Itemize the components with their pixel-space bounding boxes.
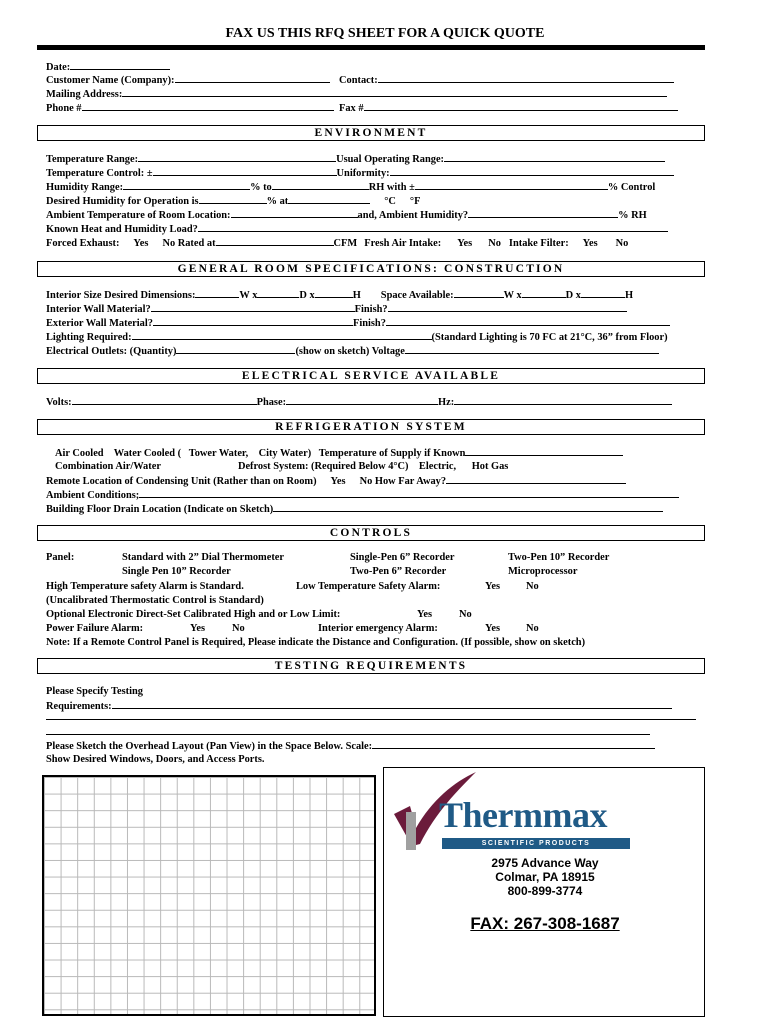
humidity-range-row xyxy=(46,180,655,194)
no-rated-at-label[interactable]: No Rated at xyxy=(162,238,216,249)
combination-option[interactable]: Combination Air/Water xyxy=(55,461,161,472)
lighting-note: (Standard Lighting is 70 FC at 21°C, 36” from Floor) xyxy=(431,332,668,343)
pct-at-label: % at xyxy=(266,196,289,207)
contact-field[interactable] xyxy=(378,73,674,83)
sketch-prompt-label: Please Sketch the Overhead Layout (Pan View) in the Space Below. Scale: xyxy=(46,741,373,752)
voltage-label: (show on sketch) Voltage xyxy=(295,346,405,357)
lighting-field[interactable] xyxy=(132,330,432,340)
section-controls: CONTROLS xyxy=(37,525,705,541)
interior-finish-label: Finish? xyxy=(354,304,388,315)
ambient-humidity-label: and, Ambient Humidity? xyxy=(357,210,469,221)
optional-limit-no[interactable]: No xyxy=(459,609,472,620)
customer-field[interactable] xyxy=(175,73,330,83)
electrical-row xyxy=(46,395,672,409)
ambient-temp-label: Ambient Temperature of Room Location: xyxy=(46,210,231,221)
supply-temp-field[interactable] xyxy=(465,446,623,456)
forced-exhaust-label: Forced Exhaust: xyxy=(46,238,120,249)
deg-c-label: °C xyxy=(384,196,396,207)
desired-humidity-row xyxy=(46,194,420,208)
pct-rh-label: % RH xyxy=(618,210,647,221)
ambient-row xyxy=(46,208,647,222)
space-w-x-label: W x xyxy=(503,290,522,301)
interior-h-field[interactable] xyxy=(315,288,353,298)
sketch-prompt-row xyxy=(46,739,655,753)
single-pen-10-option[interactable]: Single Pen 10” Recorder xyxy=(122,566,231,577)
cooling-type-options[interactable]: Air Cooled Water Cooled ( Tower Water, City Water) Temperature of Supply if Known xyxy=(55,448,466,459)
lighting-label: Lighting Required: xyxy=(46,332,132,343)
mailing-row xyxy=(46,87,667,101)
floor-drain-label: Building Floor Drain Location (Indicate on Sketch) xyxy=(46,504,274,515)
scale-field[interactable] xyxy=(372,739,655,749)
section-construction: GENERAL ROOM SPECIFICATIONS: CONSTRUCTION xyxy=(37,261,705,277)
section-testing: TESTING REQUIREMENTS xyxy=(37,658,705,674)
address-line-2: Colmar, PA 18915 xyxy=(495,870,595,884)
two-pen-10-option[interactable]: Two-Pen 10” Recorder xyxy=(508,552,610,563)
customer-row xyxy=(46,73,330,87)
outlets-row xyxy=(46,344,659,358)
requirements-row xyxy=(46,699,672,713)
company-address xyxy=(384,856,706,898)
contact-row xyxy=(339,73,674,87)
phase-label: Phase: xyxy=(256,397,287,408)
floor-drain-field[interactable] xyxy=(273,502,663,512)
pct-control-label: % Control xyxy=(607,182,656,193)
date-label: Date: xyxy=(46,62,71,73)
exterior-wall-row xyxy=(46,316,670,330)
ambient-conditions-field[interactable] xyxy=(139,488,679,498)
remote-no-far-label[interactable]: No How Far Away? xyxy=(359,476,447,487)
interior-d-field[interactable] xyxy=(257,288,299,298)
interior-emergency-yes[interactable]: Yes xyxy=(485,623,501,634)
optional-limit-yes[interactable]: Yes xyxy=(417,609,433,620)
desired-temp-field[interactable] xyxy=(288,194,370,204)
date-field[interactable] xyxy=(70,60,170,70)
cfm-field[interactable] xyxy=(216,236,334,246)
interior-wall-field[interactable] xyxy=(151,302,355,312)
volts-field[interactable] xyxy=(72,395,257,405)
std-dial-option[interactable]: Standard with 2” Dial Thermometer xyxy=(122,552,285,563)
humidity-range-label: Humidity Range: xyxy=(46,182,124,193)
uncalibrated-note: (Uncalibrated Thermostatic Control is Standard) xyxy=(46,595,264,606)
uniformity-field[interactable] xyxy=(390,166,674,176)
high-temp-label: High Temperature safety Alarm is Standard. xyxy=(46,581,244,592)
fax-row xyxy=(339,101,678,115)
interior-w-field[interactable] xyxy=(195,288,239,298)
uniformity-label: Uniformity: xyxy=(336,168,390,179)
desired-humidity-label: Desired Humidity for Operation is xyxy=(46,196,199,207)
desired-humidity-field[interactable] xyxy=(199,194,267,204)
hz-label: Hz: xyxy=(438,397,455,408)
floor-drain-row xyxy=(46,502,663,516)
interior-emergency-label: Interior emergency Alarm: xyxy=(318,623,438,634)
fax-label: Fax # xyxy=(339,103,364,114)
section-environment: ENVIRONMENT xyxy=(37,125,705,141)
intake-filter-label: Intake Filter: xyxy=(508,238,569,249)
phone-field[interactable] xyxy=(82,101,334,111)
fresh-air-no[interactable]: No xyxy=(488,238,501,249)
company-tagline-bar xyxy=(442,838,630,849)
low-temp-yes[interactable]: Yes xyxy=(485,581,501,592)
logo-gray-block xyxy=(406,812,416,850)
interior-size-row xyxy=(46,288,633,302)
space-d-x-label: D x xyxy=(565,290,581,301)
voltage-field[interactable] xyxy=(405,344,659,354)
cooling-type-row xyxy=(55,446,623,460)
sketch-grid[interactable] xyxy=(42,775,376,1016)
pct-to-label: % to xyxy=(250,182,272,193)
remote-panel-note: Note: If a Remote Control Panel is Required, Please indicate the Distance and Configuration. (If possible, show on sketch) xyxy=(46,637,586,648)
space-d-field[interactable] xyxy=(522,288,566,298)
address-line-1: 2975 Advance Way xyxy=(491,856,599,870)
temp-range-row xyxy=(46,152,665,166)
company-fax: FAX: 267-308-1687 xyxy=(470,914,620,933)
remote-location-row xyxy=(46,474,626,488)
please-specify-label: Please Specify Testing xyxy=(46,686,143,697)
remote-location-label: Remote Location of Condensing Unit (Rather than on Room) xyxy=(46,476,317,487)
company-name: Thermmax xyxy=(439,795,607,835)
known-heat-label: Known Heat and Humidity Load? xyxy=(46,224,198,235)
fresh-air-yes[interactable]: Yes xyxy=(457,238,473,249)
microprocessor-option[interactable]: Microprocessor xyxy=(508,566,578,577)
single-pen-6-option[interactable]: Single-Pen 6” Recorder xyxy=(350,552,455,563)
show-desired-label: Show Desired Windows, Doors, and Access Ports. xyxy=(46,754,265,765)
requirements-label: Requirements: xyxy=(46,701,112,712)
known-heat-field[interactable] xyxy=(198,222,668,232)
mailing-field[interactable] xyxy=(122,87,667,97)
section-refrigeration: REFRIGERATION SYSTEM xyxy=(37,419,705,435)
company-tagline: SCIENTIFIC PRODUCTS xyxy=(481,840,591,847)
lighting-row xyxy=(46,330,668,344)
low-temp-no[interactable]: No xyxy=(526,581,539,592)
remote-yes[interactable]: Yes xyxy=(330,476,346,487)
rh-control-field[interactable] xyxy=(415,180,608,190)
interior-emergency-no[interactable]: No xyxy=(526,623,539,634)
ambient-temp-field[interactable] xyxy=(231,208,358,218)
customer-label: Customer Name (Company): xyxy=(46,75,175,86)
outlets-label: Electrical Outlets: (Quantity) xyxy=(46,346,177,357)
requirements-line-2[interactable] xyxy=(46,719,696,720)
two-pen-6-option[interactable]: Two-Pen 6” Recorder xyxy=(350,566,447,577)
low-temp-label: Low Temperature Safety Alarm: xyxy=(296,581,441,592)
company-phone: 800-899-3774 xyxy=(507,884,583,898)
optional-limit-label: Optional Electronic Direct-Set Calibrated High and or Low Limit: xyxy=(46,609,341,620)
exterior-wall-field[interactable] xyxy=(153,316,353,326)
forced-exhaust-row xyxy=(46,236,628,250)
title-rule xyxy=(37,45,705,50)
usual-range-field[interactable] xyxy=(444,152,665,162)
fresh-air-label: Fresh Air Intake: xyxy=(364,238,442,249)
date-row xyxy=(46,60,170,74)
temp-control-row xyxy=(46,166,674,180)
temp-control-label: Temperature Control: ± xyxy=(46,168,153,179)
page-title: FAX US THIS RFQ SHEET FOR A QUICK QUOTE xyxy=(225,26,545,41)
humidity-to-field[interactable] xyxy=(272,180,369,190)
power-failure-no[interactable]: No xyxy=(232,623,245,634)
cfm-label: CFM xyxy=(333,238,358,249)
forced-exhaust-yes[interactable]: Yes xyxy=(133,238,149,249)
requirements-line-3[interactable] xyxy=(46,734,650,735)
humidity-from-field[interactable] xyxy=(123,180,250,190)
deg-f-label: °F xyxy=(409,196,421,207)
space-w-field[interactable] xyxy=(454,288,504,298)
interior-wall-row xyxy=(46,302,627,316)
panel-label: Panel: xyxy=(46,552,75,563)
requirements-field[interactable] xyxy=(112,699,672,709)
exterior-wall-label: Exterior Wall Material? xyxy=(46,318,153,329)
interior-wall-label: Interior Wall Material? xyxy=(46,304,151,315)
temp-control-field[interactable] xyxy=(153,166,337,176)
company-box xyxy=(383,767,705,1017)
d-x-label: D x xyxy=(299,290,315,301)
outlets-field[interactable] xyxy=(176,344,295,354)
usual-range-label: Usual Operating Range: xyxy=(336,154,445,165)
temp-range-field[interactable] xyxy=(138,152,336,162)
hz-field[interactable] xyxy=(454,395,672,405)
how-far-field[interactable] xyxy=(446,474,626,484)
fax-field[interactable] xyxy=(364,101,678,111)
ambient-humidity-field[interactable] xyxy=(468,208,618,218)
volts-label: Volts: xyxy=(46,397,72,408)
intake-filter-yes[interactable]: Yes xyxy=(582,238,598,249)
space-available-label: Space Available: xyxy=(380,290,454,301)
space-h-label: H xyxy=(624,290,634,301)
defrost-options[interactable]: Defrost System: (Required Below 4°C) Electric, Hot Gas xyxy=(237,461,509,472)
known-heat-row xyxy=(46,222,668,236)
exterior-finish-label: Finish? xyxy=(352,318,386,329)
ambient-conditions-label: Ambient Conditions; xyxy=(46,490,140,501)
w-x-label: W x xyxy=(239,290,258,301)
temp-range-label: Temperature Range: xyxy=(46,154,139,165)
interior-finish-field[interactable] xyxy=(388,302,627,312)
exterior-finish-field[interactable] xyxy=(386,316,670,326)
rh-with-label: RH with ± xyxy=(368,182,415,193)
intake-filter-no[interactable]: No xyxy=(615,238,629,249)
contact-label: Contact: xyxy=(339,75,378,86)
phone-row xyxy=(46,101,334,115)
power-failure-yes[interactable]: Yes xyxy=(190,623,206,634)
ambient-conditions-row xyxy=(46,488,679,502)
phone-label: Phone # xyxy=(46,103,82,114)
interior-size-label: Interior Size Desired Dimensions: xyxy=(46,290,196,301)
power-failure-label: Power Failure Alarm: xyxy=(46,623,144,634)
section-electrical: ELECTRICAL SERVICE AVAILABLE xyxy=(37,368,705,384)
phase-field[interactable] xyxy=(286,395,438,405)
defrost-row xyxy=(55,460,508,473)
h-label: H xyxy=(352,290,361,301)
space-h-field[interactable] xyxy=(581,288,625,298)
mailing-label: Mailing Address: xyxy=(46,89,123,100)
